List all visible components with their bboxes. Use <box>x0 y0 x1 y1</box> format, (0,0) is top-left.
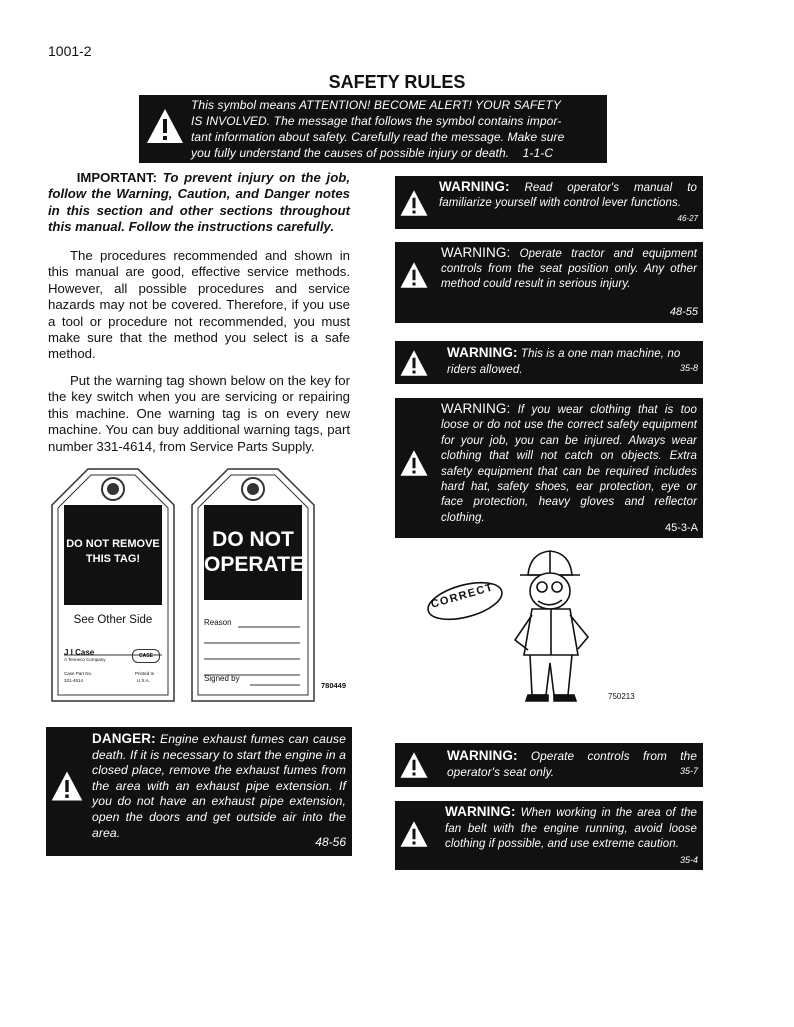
danger-label: DANGER: <box>92 731 156 746</box>
warning-triangle-icon <box>399 750 429 780</box>
tag-paragraph: Put the warning tag shown below on the key for the key switch when you are servicing or repairing this machine. One warning tag is on every new machine. You can buy additional warning tags, part number 331-4614, from Service Parts Supply. <box>48 373 350 454</box>
tag1-brand: J I Case <box>64 648 95 657</box>
warning-triangle-icon <box>399 260 429 290</box>
warning-4-label: WARNING: <box>441 401 511 416</box>
warning-5-label: WARNING: <box>447 748 518 763</box>
warning-6-ref: 35-4 <box>679 855 698 865</box>
warning-triangle-icon <box>399 448 429 478</box>
warning-2-ref: 48-55 <box>669 306 698 318</box>
tag1-brand-sub: A Tenneco Company <box>64 657 106 662</box>
warning-box-6 <box>395 801 703 870</box>
intro-line-1: This symbol means ATTENTION! BECOME ALERT! YOUR SAFETY <box>191 98 561 112</box>
warning-triangle-icon <box>399 188 429 218</box>
important-label: IMPORTANT: <box>76 170 158 185</box>
tag2-reason: Reason <box>204 618 232 627</box>
warning-box-2 <box>395 242 703 323</box>
tag-figure-number: 780449 <box>321 681 347 690</box>
warning-triangle-icon <box>50 769 84 803</box>
tag2-signed-by: Signed by <box>204 674 240 683</box>
page-number: 1001-2 <box>48 43 92 59</box>
tag-outline-2 <box>188 465 318 705</box>
page-title: SAFETY RULES <box>328 72 466 92</box>
warning-1-text: Read operator's manual to familiarize yourself with control lever functions. <box>439 182 697 209</box>
tag1-part-no: 331-4614 <box>64 678 84 683</box>
warning-2-label: WARNING: <box>441 245 511 260</box>
mascot-figure-number: 750213 <box>608 692 635 701</box>
danger-text: Engine exhaust fumes can cause death. If it is necessary to start the engine in a closed place, remove the exhaust fumes from the area with an exhaust pipe extension. If you do not have an exhaust pipe extension, open the doors and get outside air into the area. <box>92 732 346 840</box>
warning-box-5 <box>395 743 703 787</box>
case-logo-icon: CASE <box>132 649 160 663</box>
warning-1-label: WARNING: <box>439 179 510 194</box>
warning-box-1 <box>395 176 703 229</box>
important-text: To prevent injury on the job, follow the Warning, Caution, and Danger notes in this section and other sections throughout this manual. Follow the instructions carefully. <box>48 170 350 235</box>
tag-outline-1 <box>48 465 178 705</box>
correct-mascot-illustration <box>420 545 600 710</box>
correct-badge: CORRECT <box>429 581 496 611</box>
warning-triangle-icon <box>399 348 429 378</box>
warning-1-ref: 46-27 <box>677 214 698 223</box>
tag1-see-other-side: See Other Side <box>73 614 153 626</box>
warning-4-text: If you wear clothing that is too loose or do not use the correct safety equipment for your job, you can be injured. Always wear clothing that will not catch on objects. Extra safety equipment that can be required includes hard hat, safety shoes, ear protection, eye or face protection, heavy gloves and reflector clothing. <box>441 404 698 524</box>
warning-6-text: When working in the area of the fan belt with the engine running, avoid loose clothing if possible, and use extreme caution. <box>445 807 697 851</box>
warning-5-text: Operate controls from the operator's seat only. <box>447 749 697 779</box>
tag2-operate: OPERATE <box>204 553 304 576</box>
tag2-do-not: DO NOT <box>212 528 294 551</box>
warning-3-text: This is a one man machine, no riders allowed. <box>447 348 681 376</box>
important-note <box>48 170 350 236</box>
tag1-printed: Printed In <box>135 671 155 676</box>
tag1-usa: U.S.A. <box>137 678 151 683</box>
intro-line-4: you fully understand the causes of possible injury or death. <box>191 146 510 160</box>
warning-3-ref: 35-8 <box>679 363 698 373</box>
warning-triangle-icon <box>145 107 185 145</box>
warning-6-label: WARNING: <box>445 804 516 819</box>
warning-5-ref: 35-7 <box>679 766 698 776</box>
tag1-do-not-remove: DO NOT REMOVE THIS TAG! <box>66 538 160 565</box>
warning-2-text: Operate tractor and equipment controls from the seat position only. Any other method could result in serious injury. <box>441 248 697 291</box>
warning-triangle-icon <box>399 819 429 849</box>
intro-line-2: IS INVOLVED. The message that follows the symbol contains impor- <box>191 114 562 128</box>
warning-3-label: WARNING: <box>447 345 518 360</box>
danger-box <box>46 727 352 856</box>
danger-ref: 48-56 <box>315 835 346 849</box>
warning-4-ref: 45-3-A <box>664 522 698 534</box>
procedures-paragraph: The procedures recommended and shown in this manual are good, effective service methods. However, all possible procedures and service hazards may not be covered. Therefore, if you use a tool or procedure not recommended, you must make sure that the method you select is a safe method. <box>48 248 350 362</box>
intro-ref: 1-1-C <box>522 146 554 160</box>
tag1-part-label: Case Part No. <box>64 671 93 676</box>
intro-symbol-box <box>139 95 607 163</box>
warning-box-3 <box>395 341 703 384</box>
warning-box-4 <box>395 398 703 538</box>
intro-line-3: tant information about safety. Carefully read the message. Make sure <box>191 130 565 144</box>
